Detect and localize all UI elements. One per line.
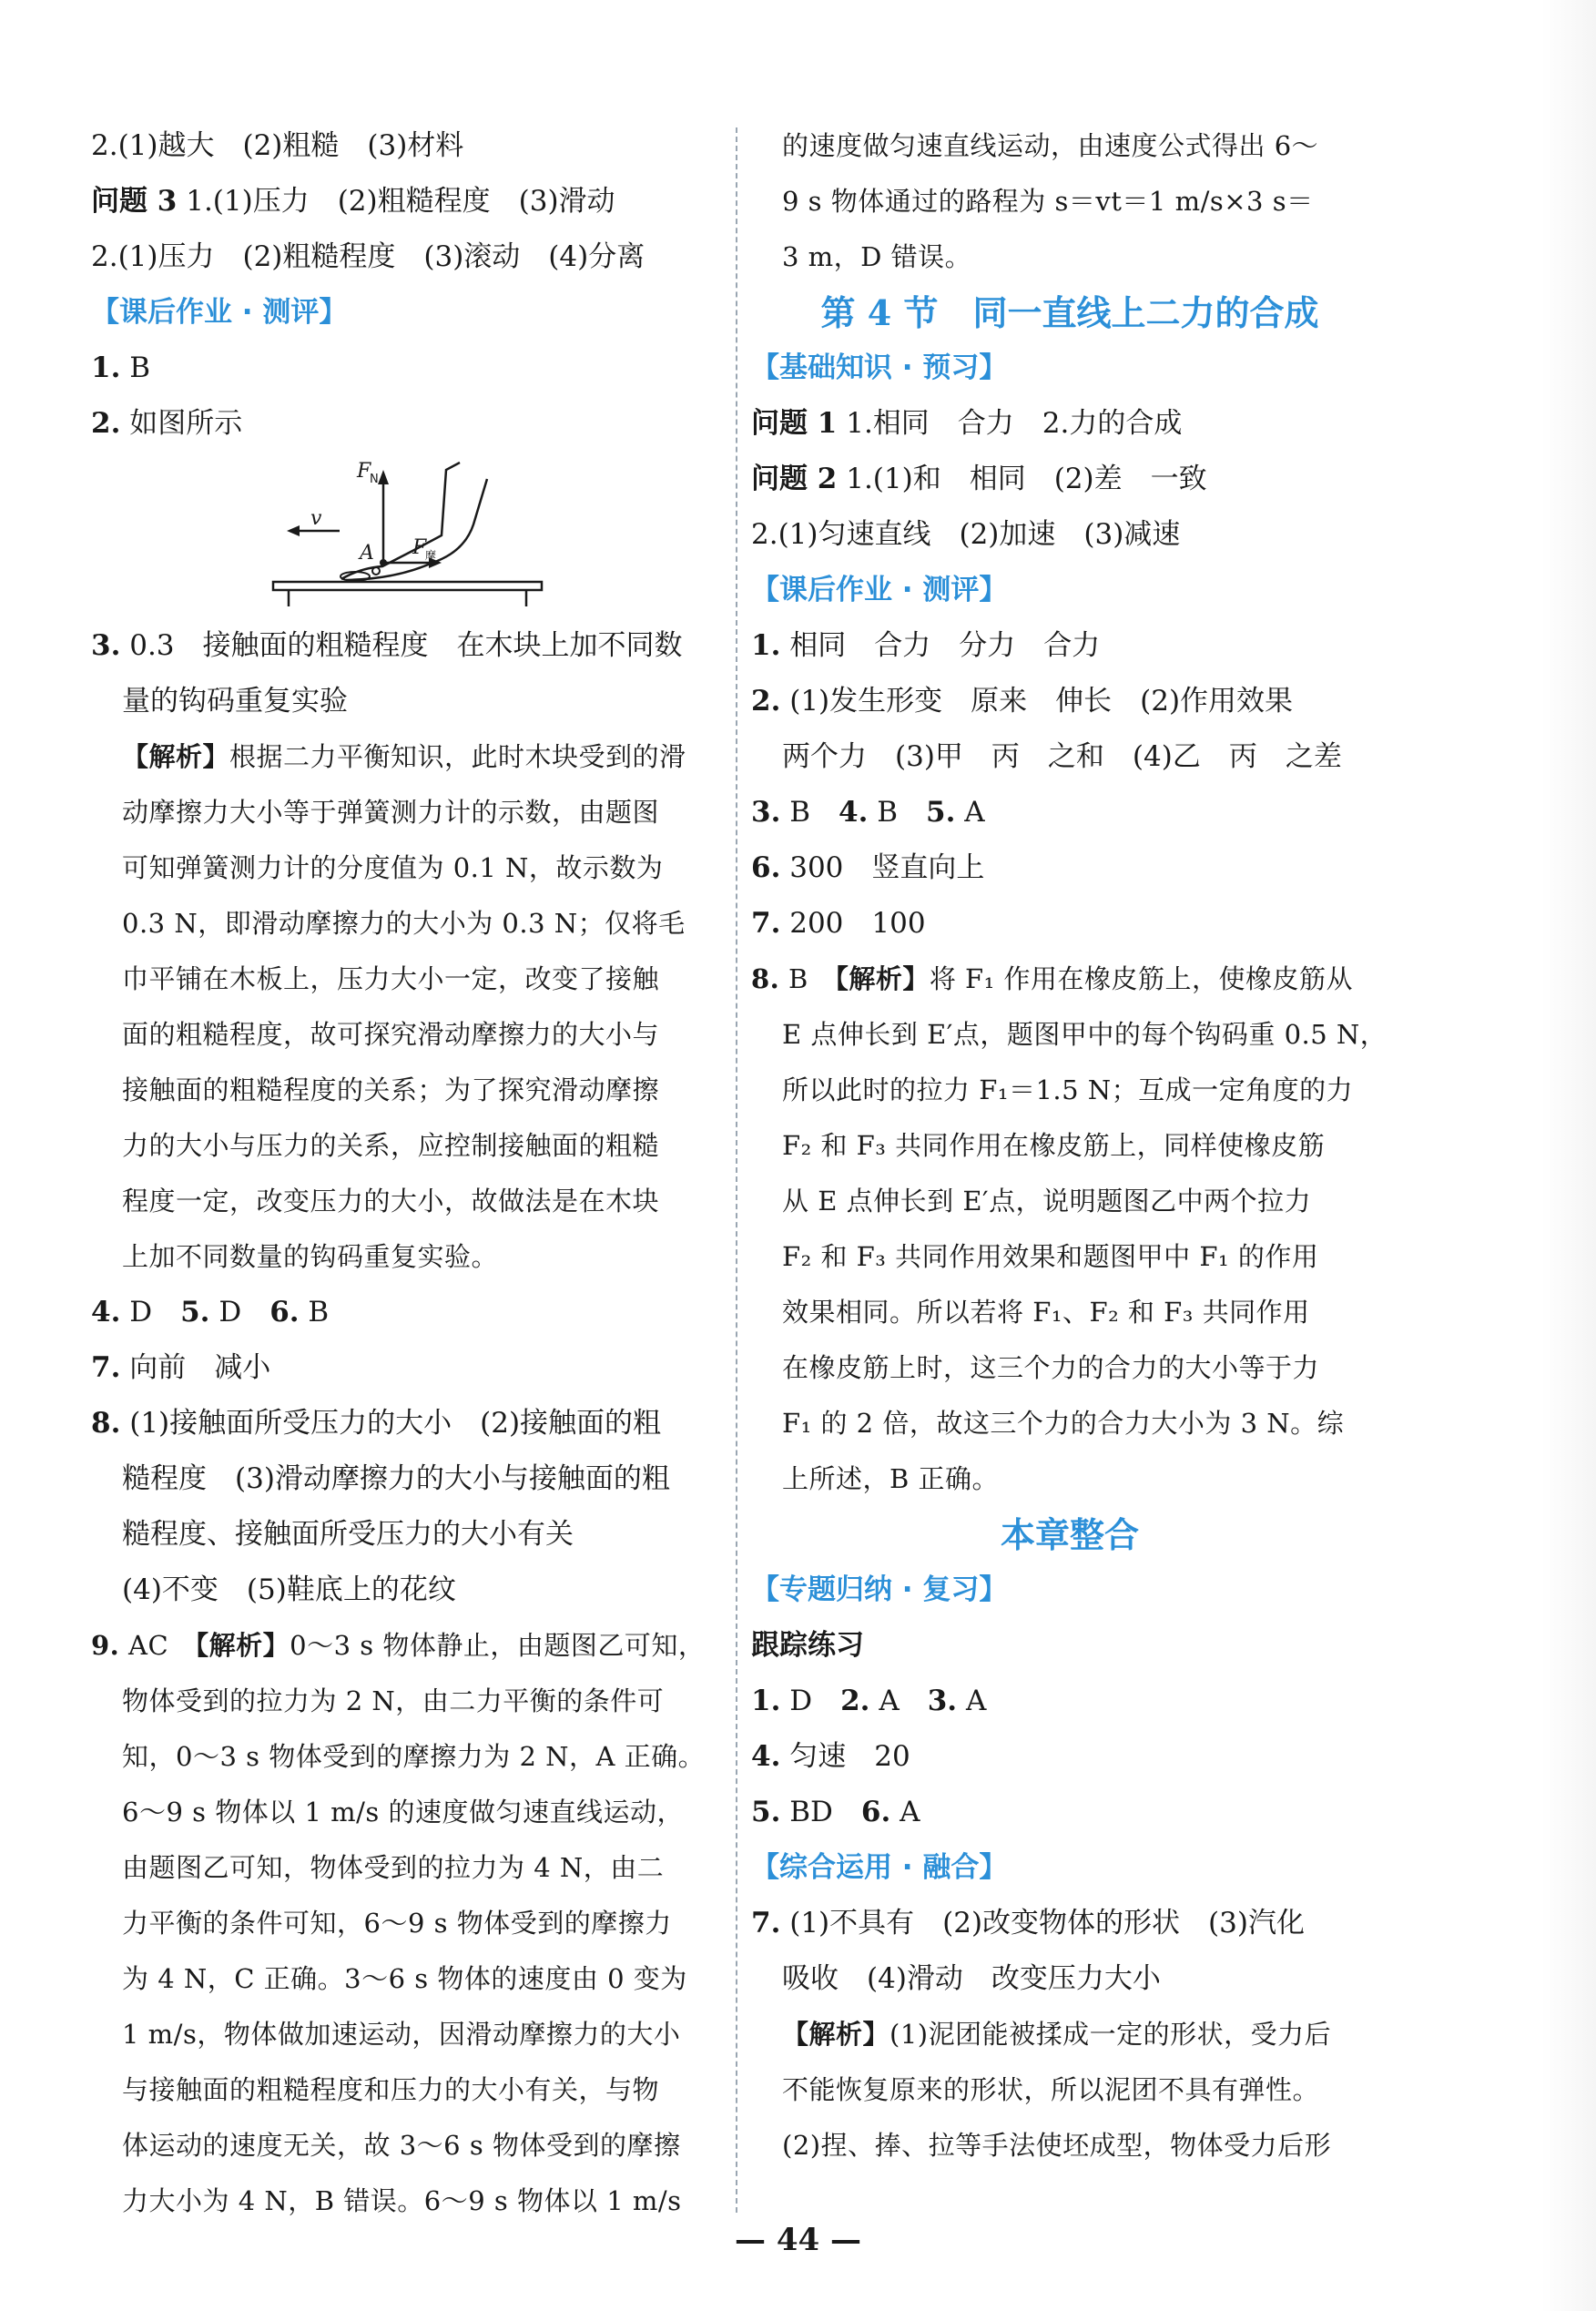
shoe-sole <box>346 479 487 580</box>
explanation-line: 接触面的粗糙程度的关系；为了探究滑动摩擦 <box>122 1074 660 1105</box>
explanation-line: 物体受到的拉力为 2 N，由二力平衡的条件可 <box>122 1685 665 1716</box>
answer-line: 吸收 (4)滑动 改变压力大小 <box>782 1962 1161 1995</box>
explanation-line: 上加不同数量的钩码重复实验。 <box>122 1241 499 1272</box>
friction-label: F <box>412 536 427 559</box>
question-number: 问题 2 <box>751 463 838 495</box>
answer-line <box>751 896 1388 952</box>
right-column <box>751 118 1388 2174</box>
explanation-line: 动摩擦力大小等于弹簧测力计的示数，由题图 <box>122 797 660 828</box>
answer-line <box>751 1674 1388 1729</box>
answer-text: 相同 合力 分力 合力 <box>780 629 1101 662</box>
answer-line: 2.(1)匀速直线 (2)加速 (3)减速 <box>751 518 1181 551</box>
question-number: 5. <box>926 796 956 829</box>
explanation-line: 程度一定，改变压力的大小，故做法是在木块 <box>122 1186 660 1217</box>
question-number: 6. <box>751 851 781 884</box>
question-number: 7. <box>751 907 781 940</box>
question-number: 问题 1 <box>751 407 838 440</box>
question-number: 4. <box>91 1296 121 1329</box>
answer-text: 1.(1)压力 (2)粗糙程度 (3)滑动 <box>177 185 615 218</box>
explanation-line: 与接触面的粗糙程度和压力的大小有关，与物 <box>122 2074 660 2105</box>
answer-text: 0.3 接触面的粗糙程度 在木块上加不同数 <box>120 629 683 662</box>
explanation-text: 根据二力平衡知识，此时木块受到的滑 <box>229 741 686 772</box>
normal-force-subscript: N <box>370 473 379 486</box>
explanation-text: 将 F₁ 作用在橡皮筋上，使橡皮筋从 <box>929 963 1354 994</box>
question-number: 3. <box>927 1685 958 1717</box>
answer-text: AC <box>119 1630 196 1661</box>
explanation-line: 可知弹簧测力计的分度值为 0.1 N，故示数为 <box>122 852 664 883</box>
answer-line <box>751 952 1388 1007</box>
question-number: 6. <box>860 1796 891 1828</box>
left-column <box>91 118 728 2229</box>
answer-line: 量的钩码重复实验 <box>122 685 348 718</box>
answer-line <box>91 1618 728 1674</box>
answer-line <box>91 396 728 452</box>
explanation-line: 所以此时的拉力 F₁＝1.5 N；互成一定角度的力 <box>782 1074 1354 1105</box>
answer-text: A <box>890 1796 920 1828</box>
explanation-tag: 【解析】 <box>835 963 930 994</box>
question-number: 2. <box>840 1685 870 1717</box>
explanation-line: 效果相同。所以若将 F₁、F₂ 和 F₃ 共同作用 <box>782 1297 1310 1328</box>
answer-line <box>751 618 1388 674</box>
explanation-line: 3 m，D 错误。 <box>782 241 972 272</box>
explanation-tag: 【解析】 <box>782 2019 890 2050</box>
question-number: 5. <box>751 1796 781 1828</box>
answer-text: 向前 减小 <box>120 1351 271 1384</box>
question-number: 9. <box>91 1630 120 1661</box>
answer-text: B <box>299 1296 330 1329</box>
explanation-text: (1)泥团能被揉成一定的形状，受力后 <box>889 2019 1332 2050</box>
answer-line <box>751 840 1388 896</box>
explanation-line: 巾平铺在木板上，压力大小一定，改变了接触 <box>122 963 660 994</box>
section-header: 【课后作业 · 测评】 <box>91 296 348 329</box>
answer-line: 两个力 (3)甲 丙 之和 (4)乙 丙 之差 <box>782 740 1342 773</box>
answer-line <box>751 396 1388 452</box>
explanation-line: 体运动的速度无关，故 3～6 s 物体受到的摩擦 <box>122 2130 681 2161</box>
subsection-title: 跟踪练习 <box>751 1629 864 1662</box>
explanation-line: 6～9 s 物体以 1 m/s 的速度做匀速直线运动， <box>122 1797 684 1827</box>
answer-line <box>91 174 728 229</box>
explanation-line: 知，0～3 s 物体受到的摩擦力为 2 N，A 正确。 <box>122 1741 706 1772</box>
answer-line: (4)不变 (5)鞋底上的花纹 <box>122 1573 456 1606</box>
point-a-label: A <box>360 542 374 565</box>
board <box>273 582 542 590</box>
answer-text: D <box>209 1296 270 1329</box>
answer-line <box>751 785 1388 840</box>
explanation-line: 的速度做匀速直线运动，由速度公式得出 6～ <box>782 130 1319 161</box>
question-number: 2. <box>751 685 781 718</box>
explanation-line: F₂ 和 F₃ 共同作用在橡皮筋上，同样使橡皮筋 <box>782 1130 1326 1161</box>
explanation-line: 力大小为 4 N，B 错误。6～9 s 物体以 1 m/s <box>122 2185 682 2216</box>
answer-line <box>91 341 728 396</box>
answer-text: 如图所示 <box>120 407 243 440</box>
shoe-friction-figure <box>269 452 551 618</box>
arrow-head <box>378 470 389 484</box>
question-number: 8. <box>751 963 780 994</box>
question-number: 7. <box>91 1351 121 1384</box>
answer-text: 匀速 20 <box>780 1740 910 1773</box>
section-header: 【基础知识 · 预习】 <box>751 351 1008 384</box>
answer-text: (1)不具有 (2)改变物体的形状 (3)汽化 <box>780 1907 1305 1939</box>
explanation-tag: 【解析】 <box>122 741 230 772</box>
explanation-line: 力平衡的条件可知，6～9 s 物体受到的摩擦力 <box>122 1908 672 1939</box>
explanation-line: F₂ 和 F₃ 共同作用效果和题图甲中 F₁ 的作用 <box>782 1241 1319 1272</box>
velocity-label: v <box>310 507 322 530</box>
answer-text: A <box>957 1685 987 1717</box>
answer-line <box>751 1729 1388 1785</box>
explanation-line: 9 s 物体通过的路程为 s＝vt＝1 m/s×3 s＝ <box>782 186 1314 217</box>
scan-shadow <box>1541 0 1596 2311</box>
answer-line: 糙程度、接触面所受压力的大小有关 <box>122 1518 574 1551</box>
arrow-head <box>287 525 300 536</box>
section-header: 【课后作业 · 测评】 <box>751 574 1008 606</box>
answer-line: 2.(1)越大 (2)粗糙 (3)材料 <box>91 129 464 162</box>
answer-text: A <box>955 796 985 829</box>
explanation-line <box>91 729 728 785</box>
normal-force-label: F <box>357 460 371 483</box>
explanation-line: 为 4 N，C 正确。3～6 s 物体的速度由 0 变为 <box>122 1963 687 1994</box>
answer-text: B <box>868 796 927 829</box>
question-number: 3. <box>751 796 781 829</box>
force-diagram <box>91 452 728 618</box>
explanation-line: 0.3 N，即滑动摩擦力的大小为 0.3 N；仅将毛 <box>122 908 686 939</box>
explanation-line: (2)捏、捧、拉等手法使坯成型，物体受力后形 <box>782 2130 1332 2161</box>
question-number: 5. <box>180 1296 210 1329</box>
section-header: 【综合运用 · 融合】 <box>751 1851 1008 1884</box>
answer-line <box>91 1340 728 1396</box>
question-number: 4. <box>839 796 869 829</box>
answer-text: B <box>780 796 839 829</box>
section-title: 本章整合 <box>1000 1514 1139 1555</box>
friction-subscript: 摩 <box>425 549 437 562</box>
answer-line: 糙程度 (3)滑动摩擦力的大小与接触面的粗 <box>122 1462 670 1495</box>
explanation-line: E 点伸长到 E′点，题图甲中的每个钩码重 0.5 N， <box>782 1019 1388 1050</box>
answer-text: B <box>120 351 151 384</box>
question-number: 1. <box>751 629 781 662</box>
explanation-line: 1 m/s，物体做加速运动，因滑动摩擦力的大小 <box>122 2019 681 2050</box>
explanation-line: 在橡皮筋上时，这三个力的合力的大小等于力 <box>782 1352 1320 1383</box>
explanation-line: 力的大小与压力的关系，应控制接触面的粗糙 <box>122 1130 660 1161</box>
answer-line <box>91 1285 728 1340</box>
point-a <box>380 559 387 566</box>
question-number: 3. <box>91 629 121 662</box>
explanation-line: F₁ 的 2 倍，故这三个力的合力大小为 3 N。综 <box>782 1408 1345 1439</box>
answer-text: 1.相同 合力 2.力的合成 <box>837 407 1183 440</box>
explanation-line <box>751 2007 1388 2062</box>
answer-text: D <box>120 1296 181 1329</box>
answer-line <box>91 1396 728 1451</box>
question-number: 1. <box>751 1685 781 1717</box>
answer-text: BD <box>780 1796 861 1828</box>
question-number: 6. <box>269 1296 300 1329</box>
answer-text: B <box>779 963 836 994</box>
question-number: 7. <box>751 1907 781 1939</box>
answer-line <box>751 1785 1388 1840</box>
explanation-line: 由题图乙可知，物体受到的拉力为 4 N，由二 <box>122 1852 665 1883</box>
explanation-text: 0～3 s 物体静止，由题图乙可知， <box>290 1630 706 1661</box>
section-title: 第 4 节 同一直线上二力的合成 <box>820 292 1319 333</box>
answer-text: D <box>780 1685 841 1717</box>
question-number: 1. <box>91 351 121 384</box>
explanation-line: 从 E 点伸长到 E′点，说明题图乙中两个拉力 <box>782 1186 1312 1217</box>
page-number: — 44 — <box>735 2222 861 2258</box>
question-number: 4. <box>751 1740 781 1773</box>
section-header: 【专题归纳 · 复习】 <box>751 1573 1008 1606</box>
answer-text: 300 竖直向上 <box>780 851 985 884</box>
answer-line: 2.(1)压力 (2)粗糙程度 (3)滚动 (4)分离 <box>91 240 646 273</box>
answer-text: 1.(1)和 相同 (2)差 一致 <box>837 463 1207 495</box>
question-number: 问题 3 <box>91 185 178 218</box>
answer-text: 200 100 <box>780 907 926 940</box>
explanation-line: 上所述，B 正确。 <box>782 1463 1000 1494</box>
explanation-line: 面的粗糙程度，故可探究滑动摩擦力的大小与 <box>122 1019 660 1050</box>
answer-line <box>751 1896 1388 1951</box>
answer-line <box>751 674 1388 729</box>
question-number: 2. <box>91 407 121 440</box>
answer-text: (1)接触面所受压力的大小 (2)接触面的粗 <box>120 1407 662 1440</box>
column-divider <box>736 127 737 2213</box>
answer-text: A <box>869 1685 928 1717</box>
answer-text: (1)发生形变 原来 伸长 (2)作用效果 <box>780 685 1294 718</box>
shoe-tread-dot <box>372 567 380 575</box>
answer-line <box>91 618 728 674</box>
explanation-line: 不能恢复原来的形状，所以泥团不具有弹性。 <box>782 2074 1320 2105</box>
answer-line <box>751 452 1388 507</box>
question-number: 8. <box>91 1407 121 1440</box>
explanation-tag: 【解析】 <box>195 1630 290 1661</box>
